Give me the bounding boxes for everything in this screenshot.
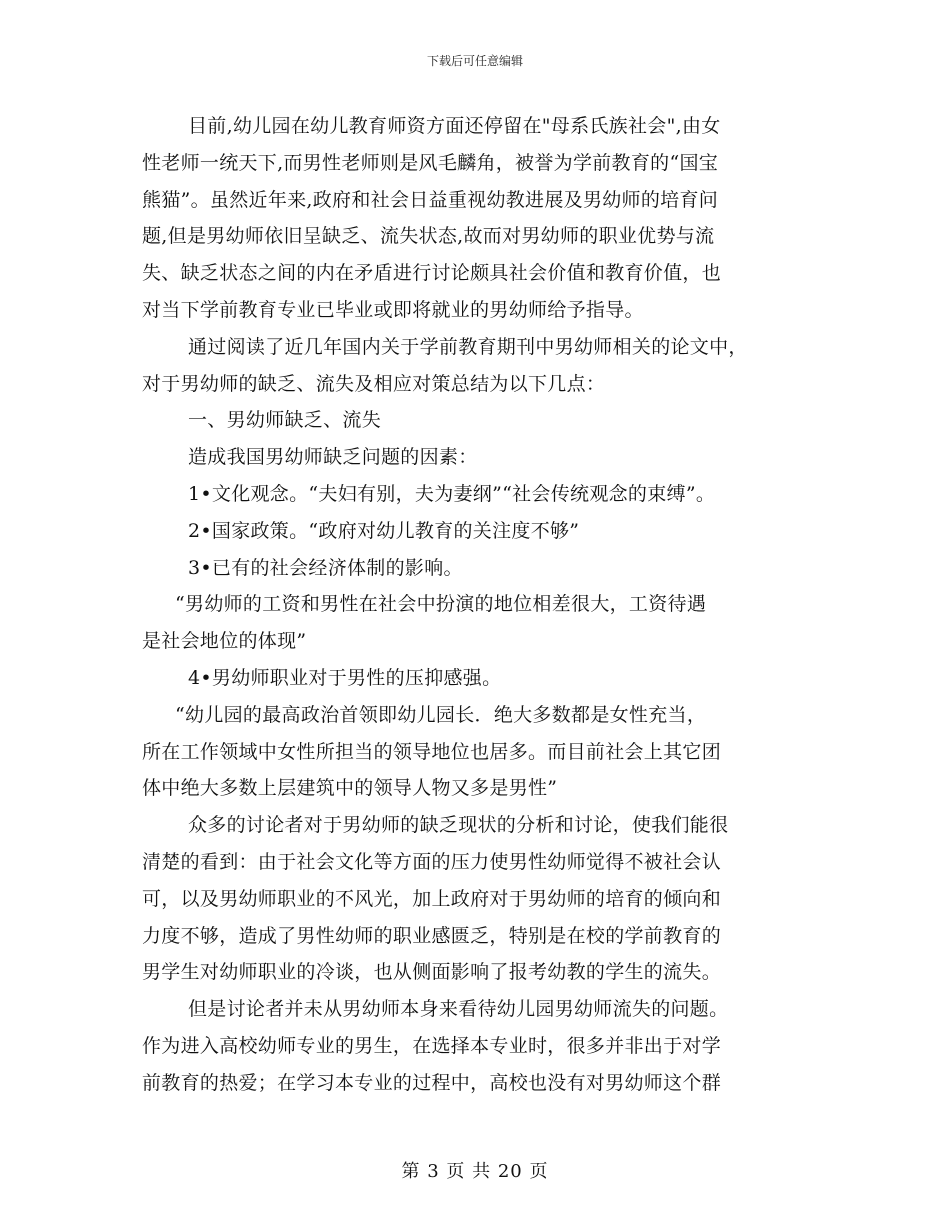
- text-line: 性老师一统天下,而男性老师则是风毛麟角，被誉为学前教育的“国宝: [142, 151, 719, 174]
- text-line: 众多的讨论者对于男幼师的缺乏现状的分析和讨论，使我们能很: [188, 814, 729, 837]
- page-header-note: 下载后可任意编辑: [426, 54, 523, 68]
- text-line: 3•已有的社会经济体制的影响。: [188, 556, 463, 579]
- text-line: 但是讨论者并未从男幼师本身来看待幼儿园男幼师流失的问题。: [188, 998, 729, 1021]
- text-line: 力度不够，造成了男性幼师的职业感匮乏，特别是在校的学前教育的: [142, 924, 722, 947]
- text-line: 题,但是男幼师依旧呈缺乏、流失状态,故而对男幼师的职业优势与流: [142, 225, 715, 248]
- text-line: 清楚的看到：由于社会文化等方面的压力使男性幼师觉得不被社会认: [142, 850, 722, 873]
- text-line: 所在工作领域中女性所担当的领导地位也居多。而目前社会上其它团: [142, 740, 722, 763]
- text-line: 对于男幼师的缺乏、流失及相应对策总结为以下几点：: [142, 372, 606, 395]
- text-line: “幼儿园的最高政治首领即幼儿园长．绝大多数都是女性充当，: [175, 703, 707, 726]
- text-line: 造成我国男幼师缺乏问题的因素：: [188, 446, 478, 469]
- text-line: 2•国家政策。“政府对幼儿教育的关注度不够”: [188, 519, 580, 542]
- page-number: 第 3 页 共 20 页: [401, 1161, 549, 1182]
- text-line: 4•男幼师职业对于男性的压抑感强。: [188, 666, 502, 689]
- text-line: 可，以及男幼师职业的不风光，加上政府对于男幼师的培育的倾向和: [142, 887, 722, 910]
- text-line: 对当下学前教育专业已毕业或即将就业的男幼师给予指导。: [142, 298, 644, 321]
- text-line: 是社会地位的体现”: [142, 630, 307, 653]
- text-line: 目前,幼儿园在幼儿教育师资方面还停留在"母系氏族社会",由女: [188, 115, 721, 137]
- text-line: 作为进入高校幼师专业的男生，在选择本专业时，很多并非出于对学: [142, 1034, 722, 1057]
- text-line: 通过阅读了近几年国内关于学前教育期刊中男幼师相关的论文中，: [188, 335, 748, 358]
- text-line: 男学生对幼师职业的冷谈，也从侧面影响了报考幼教的学生的流失。: [142, 961, 722, 984]
- text-line: 1•文化观念。“夫妇有别，夫为妻纲”“社会传统观念的束缚”。: [188, 482, 716, 505]
- text-line: 熊猫”。虽然近年来,政府和社会日益重视幼教进展及男幼师的培育问: [142, 188, 719, 211]
- text-line: 体中绝大多数上层建筑中的领导人物又多是男性”: [142, 777, 558, 800]
- text-line: 失、缺乏状态之间的内在矛盾进行讨论颇具社会价值和教育价值，也: [142, 262, 722, 285]
- document-body: [142, 108, 807, 1102]
- text-line: 一、男幼师缺乏、流失: [188, 409, 382, 432]
- text-line: 前教育的热爱；在学习本专业的过程中，高校也没有对男幼师这个群: [142, 1071, 722, 1094]
- text-line: “男幼师的工资和男性在社会中扮演的地位相差很大，工资待遇: [175, 593, 707, 616]
